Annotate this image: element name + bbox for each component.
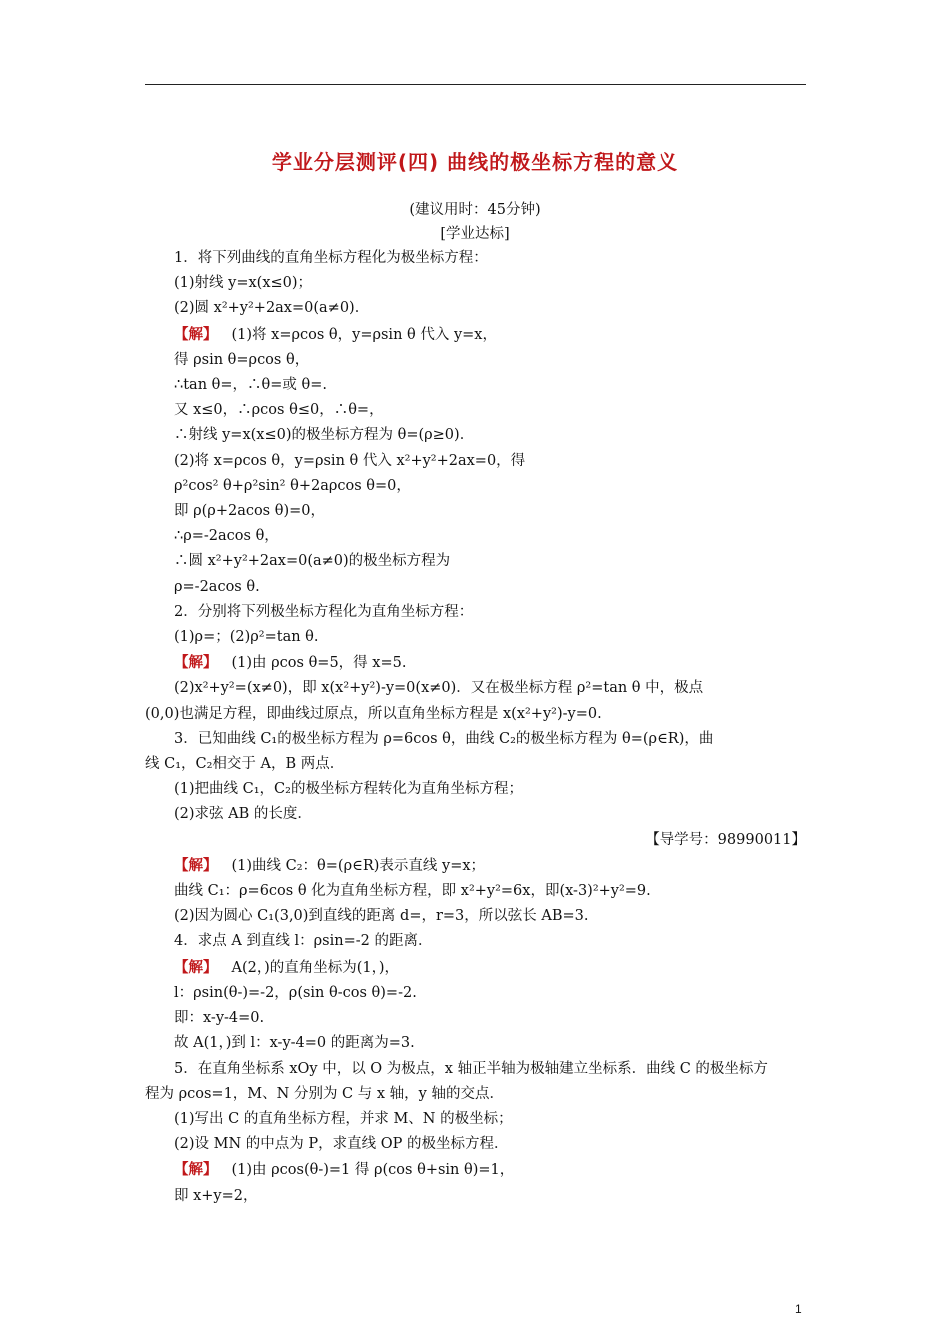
solution-line <box>145 853 806 879</box>
solution-line <box>145 650 806 676</box>
line-text: 3．已知曲线 C₁的极坐标方程为 ρ=6cos θ，曲线 C₂的极坐标方程为 θ=(ρ∈R)，曲 <box>174 730 714 747</box>
solution-line <box>145 1157 806 1183</box>
header-rule <box>145 84 806 85</box>
line-text: (2)设 MN 的中点为 P，求直线 OP 的极坐标方程． <box>174 1136 509 1153</box>
text-line <box>145 752 806 777</box>
line-text: ρ=-2acos θ. <box>174 578 260 595</box>
text-line <box>145 1132 806 1157</box>
line-text: (1)射线 y=x(x≤0)； <box>174 275 313 292</box>
line-text: 程为 ρcos=1，M、N 分别为 C 与 x 轴，y 轴的交点． <box>145 1085 504 1102</box>
text-line <box>145 449 806 474</box>
text-line <box>145 981 806 1006</box>
line-text: 【导学号：98990011】 <box>645 831 806 848</box>
solution-tag: 【解】 <box>174 654 218 672</box>
line-text: 又 x≤0，∴ρcos θ≤0，∴θ=， <box>174 402 384 419</box>
line-text: (2)因为圆心 C₁(3,0)到直线的距离 d=，r=3，所以弦长 AB=3. <box>174 908 589 925</box>
text-line <box>145 1057 806 1082</box>
text-line <box>145 879 806 904</box>
text-line <box>145 727 806 752</box>
line-text: (1)将 x=ρcos θ，y=ρsin θ 代入 y=x， <box>231 326 497 343</box>
text-line <box>145 271 806 296</box>
line-text: (1)把曲线 C₁，C₂的极坐标方程转化为直角坐标方程； <box>174 781 523 798</box>
line-text: (2)将 x=ρcos θ，y=ρsin θ 代入 x²+y²+2ax=0，得 <box>174 452 526 469</box>
text-line <box>145 474 806 499</box>
solution-line <box>145 322 806 348</box>
text-line <box>145 802 806 827</box>
page-number: 1 <box>795 1302 802 1316</box>
section-heading: [学业达标] <box>440 226 510 242</box>
text-line <box>145 398 806 423</box>
solution-tag: 【解】 <box>174 856 218 874</box>
text-line <box>145 777 806 802</box>
line-text: ∴ρ=-2acos θ， <box>174 528 279 545</box>
line-text: 线 C₁，C₂相交于 A，B 两点． <box>145 756 345 773</box>
line-text: (2)x²+y²=(x≠0)，即 x(x²+y²)-y=0(x≠0)．又在极坐标方程 ρ²=tan θ 中，极点 <box>174 680 704 697</box>
text-line <box>145 296 806 321</box>
line-text: (1)由 ρcos θ=5，得 x=5. <box>231 655 407 672</box>
text-line <box>145 1006 806 1031</box>
text-line <box>145 373 806 398</box>
line-text: (0,0)也满足方程，即曲线过原点，所以直角坐标方程是 x(x²+y²)-y=0. <box>145 705 602 722</box>
text-line <box>145 1184 806 1209</box>
line-text: (1)写出 C 的直角坐标方程，并求 M、N 的极坐标； <box>174 1110 513 1127</box>
page-title: 学业分层测评(四) 曲线的极坐标方程的意义 <box>271 150 679 174</box>
text-line <box>145 702 806 727</box>
text-line <box>145 524 806 549</box>
line-text: 5．在直角坐标系 xOy 中，以 O 为极点，x 轴正半轴为极轴建立坐标系．曲线 C 的极坐标方 <box>174 1060 768 1077</box>
solution-tag: 【解】 <box>174 958 218 976</box>
solution-tag: 【解】 <box>174 325 218 343</box>
text-line <box>145 499 806 524</box>
text-line <box>145 828 806 853</box>
text-line <box>145 1082 806 1107</box>
text-line <box>145 904 806 929</box>
text-line <box>145 929 806 954</box>
line-text: 得 ρsin θ=ρcos θ， <box>174 351 310 368</box>
line-text: (1)ρ=；(2)ρ²=tan θ. <box>174 629 319 646</box>
line-text: (1)由 ρcos(θ-)=1 得 ρ(cos θ+sin θ)=1， <box>231 1162 515 1179</box>
line-text: 故 A(1，)到 l：x-y-4=0 的距离为=3. <box>174 1035 415 1052</box>
text-line <box>145 549 806 574</box>
time-note: (建议用时：45分钟) <box>409 202 541 218</box>
document-body <box>145 246 806 1209</box>
line-text: 曲线 C₁：ρ=6cos θ 化为直角坐标方程，即 x²+y²=6x，即(x-3)²+y²=9. <box>174 883 651 900</box>
text-line <box>145 246 806 271</box>
line-text: ρ²cos² θ+ρ²sin² θ+2aρcos θ=0， <box>174 477 411 494</box>
line-text: ∴圆 x²+y²+2ax=0(a≠0)的极坐标方程为 <box>174 553 451 570</box>
line-text: ∴tan θ=，∴θ=或 θ=. <box>174 377 328 394</box>
solution-tag: 【解】 <box>174 1161 218 1179</box>
text-line <box>145 1107 806 1132</box>
line-text: 2．分别将下列极坐标方程化为直角坐标方程： <box>174 603 474 620</box>
text-line <box>145 575 806 600</box>
line-text: A(2，)的直角坐标为(1，)， <box>231 959 400 976</box>
line-text: 即 x+y=2， <box>174 1187 258 1204</box>
line-text: 1．将下列曲线的直角坐标方程化为极坐标方程： <box>174 250 488 266</box>
solution-line <box>145 955 806 981</box>
text-line <box>145 423 806 448</box>
text-line <box>145 348 806 373</box>
line-text: (2)圆 x²+y²+2ax=0(a≠0)． <box>174 300 370 317</box>
line-text: (1)曲线 C₂：θ=(ρ∈R)表示直线 y=x； <box>231 857 486 874</box>
line-text: l：ρsin(θ-)=-2，ρ(sin θ-cos θ)=-2. <box>174 984 417 1001</box>
text-line <box>145 600 806 625</box>
line-text: 即：x-y-4=0. <box>174 1010 265 1027</box>
line-text: (2)求弦 AB 的长度． <box>174 806 312 823</box>
text-line <box>145 625 806 650</box>
line-text: 4．求点 A 到直线 l：ρsin=-2 的距离． <box>174 933 433 950</box>
text-line <box>145 1031 806 1056</box>
line-text: ∴射线 y=x(x≤0)的极坐标方程为 θ=(ρ≥0)． <box>174 427 475 444</box>
text-line <box>145 676 806 701</box>
line-text: 即 ρ(ρ+2acos θ)=0， <box>174 503 325 520</box>
